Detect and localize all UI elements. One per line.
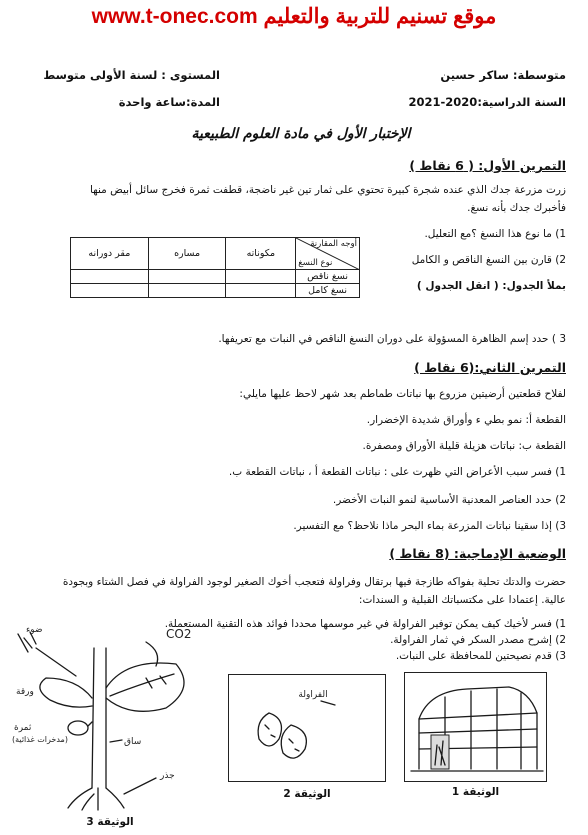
greenhouse-icon: [405, 673, 545, 780]
exercise2-q1: 1) فسر سبب الأعراض التي ظهرت على : نباتات القطعة أ ، نباتات القطعة ب.: [228, 466, 566, 478]
exercise3-q2: 2) إشرح مصدر السكر في ثمار الفراولة.: [390, 634, 566, 646]
table-cell: [226, 284, 296, 298]
table-row-label-elaborated-sap: نسغ كامل: [296, 284, 360, 298]
document3-plant-diagram: [6, 618, 216, 814]
table-header-components: مكوناته: [226, 238, 296, 270]
exercise2-q2: 2) حدد العناصر المعدنية الأساسية لنمو النبات الأخضر.: [332, 494, 566, 506]
light-label: ضوء: [26, 625, 43, 635]
co2-label: CO2: [166, 627, 192, 641]
exercise2-plot-a: القطعة أ: نمو بطي ء وأوراق شديدة الإخضرار.: [366, 414, 566, 426]
exercise1-intro-line1: زرت مزرعة جدك الذي عنده شجرة كبيرة تحتوي على ثمار تين غير ناضجة، قطفت ثمرة فخرج سائل أبيض منها: [89, 184, 566, 196]
exercise1-q2-instruction: بملأ الجدول: ( انقل الجدول ): [416, 280, 566, 292]
corner-top-label: أوجه المقارنة: [310, 239, 357, 249]
exercise2-q3: 3) إذا سقينا نباتات المزرعة بماء البحر ماذا نلاحظ؟ مع التفسير.: [293, 520, 566, 532]
exercise2-intro: لفلاح قطعتين أرضيتين مزروع بها نباتات طماطم بعد شهر لاحظ عليها مايلي:: [239, 388, 566, 400]
table-cell: [71, 284, 149, 298]
document1-greenhouse-image: [404, 672, 547, 782]
document2-strawberry-image: [228, 674, 386, 782]
exercise3-q3: 3) قدم نصيحتين للمحافظة على النبات.: [395, 650, 566, 662]
exercise3-q1: 1) فسر لأخيك كيف يمكن توفير الفراولة في غير موسمها محددا فوائد هذه التقنية المستعملة.: [164, 618, 566, 630]
document1-label: الوثيقة 1: [451, 786, 500, 798]
exam-title: الإختبار الأول في مادة العلوم الطبيعية: [191, 126, 411, 142]
fruit-note-label: (مدخرات غذائية): [12, 735, 68, 744]
exercise1-q1: 1) ما نوع هذا النسغ ؟مع التعليل.: [424, 228, 566, 240]
site-banner: موقع تسنيم للتربية والتعليم www.t-onec.com: [91, 5, 497, 28]
exercise1-heading: التمرين الأول: ( 6 نقاط ): [409, 158, 566, 173]
exam-duration: المدة:ساعة واحدة: [118, 95, 220, 109]
table-cell: [148, 270, 226, 284]
table-corner-cell: [296, 238, 360, 270]
plant-icon: [6, 618, 216, 814]
root-label: جذر: [160, 771, 175, 781]
strawberry-icon: [229, 675, 384, 780]
doc2-handwritten-label: الفراولة: [298, 690, 328, 700]
exercise2-plot-b: القطعة ب: نباتات هزيلة قليلة الأوراق ومصفرة.: [362, 440, 566, 452]
sap-comparison-table: [70, 237, 360, 298]
table-cell: [71, 270, 149, 284]
stem-label: ساق: [124, 737, 142, 747]
leaf-label: ورقة: [16, 687, 34, 697]
fruit-label: ثمرة: [14, 723, 32, 733]
exercise3-intro-line1: حضرت والدتك تحلية بفواكه طازجة فيها برتقال وفراولة فتعجب أخوك الصغير لوجود الفراولة في فصل الشتاء وبجودة: [62, 576, 566, 588]
exercise1-q2: 2) قارن بين النسغ الناقص و الكامل: [411, 254, 566, 266]
exercise3-heading: الوضعية الإدماجية: (8 نقاط ): [389, 546, 566, 561]
table-row-label-crude-sap: نسغ ناقص: [296, 270, 360, 284]
exercise1-q3: 3 ) حدد إسم الظاهرة المسؤولة على دوران النسغ الناقص في النبات مع تعريفها.: [218, 333, 566, 345]
table-header-path: مساره: [148, 238, 226, 270]
table-header-location: مقر دورانه: [71, 238, 149, 270]
exercise2-heading: التمرين الثاني:(6 نقاط ): [414, 360, 566, 375]
corner-bottom-label: نوع النسغ: [298, 258, 333, 268]
exercise1-intro-line2: فأخبرك جدك بأنه نسغ.: [467, 202, 566, 214]
table-cell: [148, 284, 226, 298]
exercise3-intro-line2: عالية. إعتمادا على مكتسباتك القبلية و السندات:: [358, 594, 566, 606]
document2-label: الوثيقة 2: [283, 788, 331, 800]
class-level: المستوى : لسنة الأولى متوسط: [43, 68, 220, 82]
school-year: السنة الدراسية:2020-2021: [408, 95, 566, 109]
school-name: متوسطة: ساكر حسين: [440, 68, 566, 82]
document3-label: الوثيقة 3: [86, 816, 134, 828]
table-cell: [226, 270, 296, 284]
